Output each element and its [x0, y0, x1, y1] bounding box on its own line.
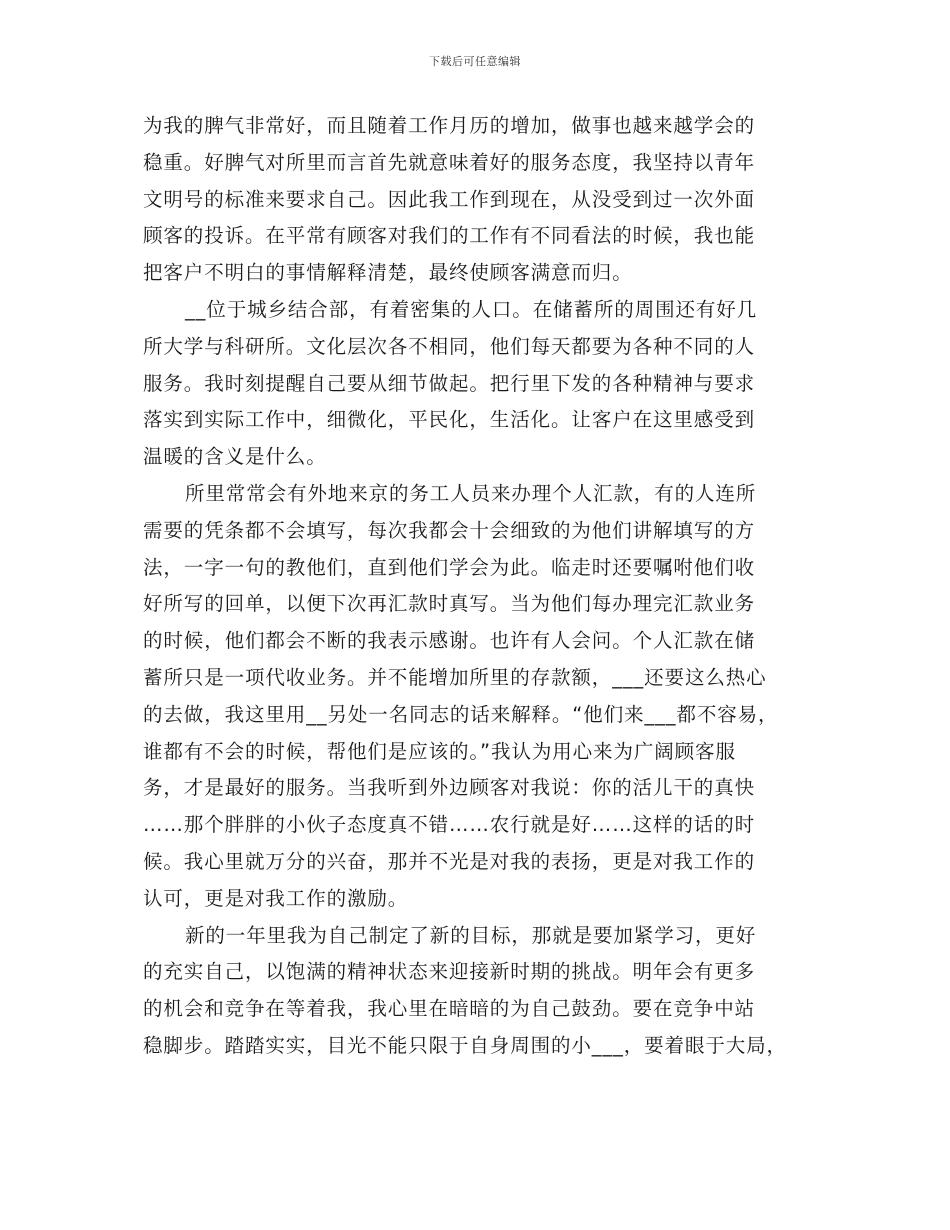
text-line: 把客户不明白的事情解释清楚，最终使顾客满意而归。: [143, 261, 633, 285]
text-line: 的机会和竞争在等着我，我心里在暗暗的为自己鼓劲。要在竞争中站: [143, 997, 756, 1021]
text-line: 蓄所只是一项代收业务。并不能增加所里的存款额，___还要这么热心: [143, 665, 767, 689]
text-line: 好所写的回单，以便下次再汇款时真写。当为他们每办理完汇款业务: [143, 592, 756, 616]
text-line: 服务。我时刻提醒自己要从细节做起。把行里下发的各种精神与要求: [143, 371, 756, 395]
document-body: [143, 108, 823, 1065]
paragraph: [143, 292, 823, 476]
paragraph: [143, 108, 823, 292]
paragraph: [143, 918, 823, 1065]
text-line: 顾客的投诉。在平常有顾客对我们的工作有不同看法的时候，我也能: [143, 224, 756, 248]
text-line: 的时候，他们都会不断的我表示感谢。也许有人会问。个人汇款在储: [143, 629, 756, 653]
text-line: 文明号的标准来要求自己。因此我工作到现在，从没受到过一次外面: [143, 187, 756, 211]
paragraph: [143, 476, 823, 918]
text-line: 稳重。好脾气对所里而言首先就意味着好的服务态度，我坚持以青年: [143, 150, 756, 174]
text-line: ……那个胖胖的小伙子态度真不错……农行就是好……这样的话的时: [143, 813, 756, 837]
page-header-note: 下载后可任意编辑: [429, 55, 521, 68]
text-line: 认可，更是对我工作的激励。: [143, 886, 409, 910]
text-line: __位于城乡结合部，有着密集的人口。在储蓄所的周围还有好几: [185, 297, 758, 321]
text-line: 的充实自己，以饱满的精神状态来迎接新时期的挑战。明年会有更多: [143, 960, 756, 984]
text-line: 需要的凭条都不会填写，每次我都会十会细致的为他们讲解填写的方: [143, 518, 756, 542]
text-line: 的去做，我这里用__另处一名同志的话来解释。“他们来___都不容易，: [143, 702, 779, 726]
text-line: 温暖的含义是什么。: [143, 445, 327, 469]
text-line: 候。我心里就万分的兴奋，那并不光是对我的表扬，更是对我工作的: [143, 849, 756, 873]
text-line: 法，一字一句的教他们，直到他们学会为此。临走时还要嘱咐他们收: [143, 555, 756, 579]
text-line: 新的一年里我为自己制定了新的目标，那就是要加紧学习，更好: [185, 923, 757, 947]
text-line: 所里常常会有外地来京的务工人员来办理个人汇款，有的人连所: [185, 481, 757, 505]
text-line: 谁都有不会的时候，帮他们是应该的。”我认为用心来为广阔顾客服: [143, 739, 736, 763]
text-line: 所大学与科研所。文化层次各不相同，他们每天都要为各种不同的人: [143, 334, 756, 358]
text-line: 稳脚步。踏踏实实，目光不能只限于自身周围的小___，要着眼于大局，: [143, 1033, 787, 1057]
text-line: 务，才是最好的服务。当我听到外边顾客对我说：你的活儿干的真快: [143, 776, 756, 800]
text-line: 落实到实际工作中，细微化，平民化，生活化。让客户在这里感受到: [143, 408, 756, 432]
text-line: 为我的脾气非常好，而且随着工作月历的增加，做事也越来越学会的: [143, 114, 756, 137]
